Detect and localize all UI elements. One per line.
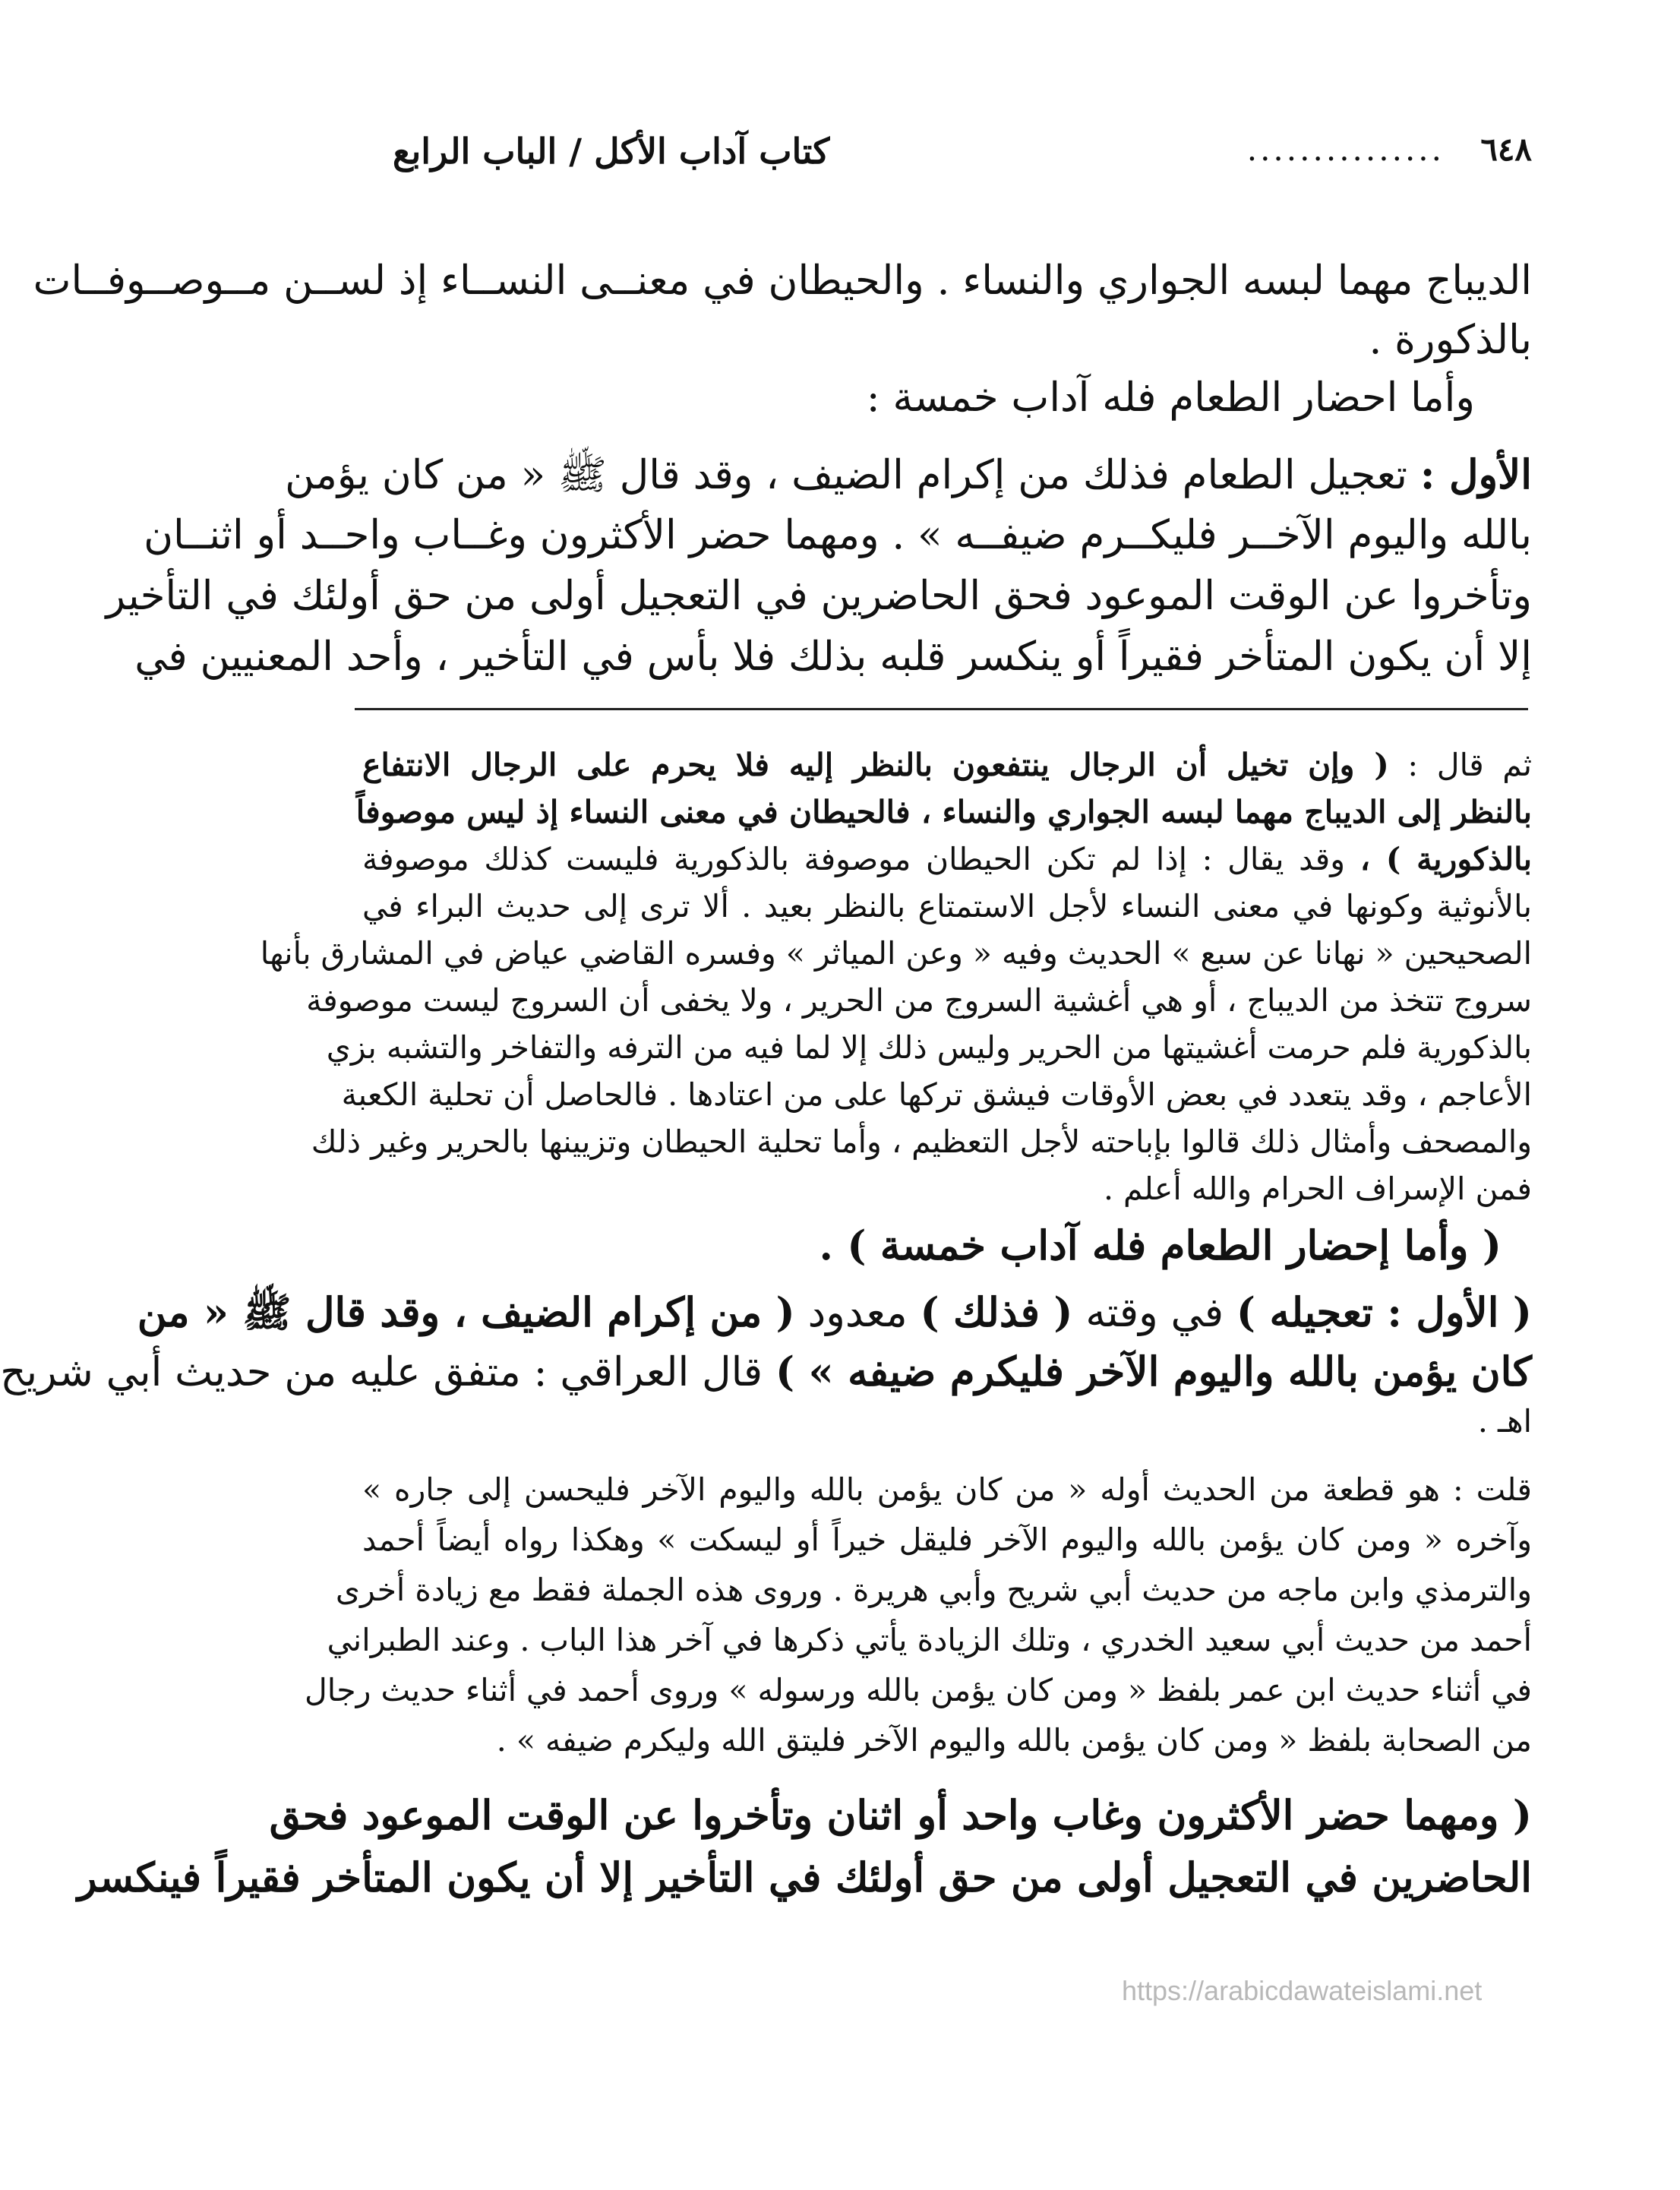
commentary-line: بالذكورية فلم حرمت أغشيتها من الحرير وليس ذلك إلا لما فيه من الترفه والتفاخر والتشبه بزي xyxy=(326,1029,1532,1066)
commentary-line: في أثناء حديث ابن عمر بلفظ « ومن كان يؤمن بالله ورسوله » وروى أحمد في أثناء حديث رجال xyxy=(305,1672,1532,1708)
commentary-segment: معدود xyxy=(807,1290,908,1336)
commentary-quoted-text: ( ومهما حضر الأكثرون وغاب واحد أو اثنان وتأخروا عن الوقت الموعود فحق xyxy=(269,1792,1532,1839)
commentary-quoted-text: ( من إكرام الضيف ، وقد قال ﷺ « من xyxy=(137,1289,795,1336)
commentary-segment: في وقته xyxy=(1085,1290,1224,1336)
commentary-line: قلت : هو قطعة من الحديث أوله « من كان يؤمن بالله واليوم الآخر فليحسن إلى جاره » xyxy=(362,1471,1532,1508)
main-text-line: بالذكورة . xyxy=(1369,317,1532,363)
commentary-line xyxy=(362,741,1532,788)
main-text-line: إلا أن يكون المتأخر فقيراً أو ينكسر قلبه بذلك فلا بأس في التأخير ، وأحد المعنيين في xyxy=(134,634,1532,680)
commentary-quoted-text: كان يؤمن بالله واليوم الآخر فليكرم ضيفه » ) xyxy=(775,1348,1532,1395)
section-heading: ( وأما إحضار الطعام فله آداب خمسة ) . xyxy=(819,1222,1502,1269)
commentary-line: والمصحف وأمثال ذلك قالوا بإباحته لأجل التعظيم ، وأما تحلية الحيطان وتزيينها بالحرير وغير ذلك xyxy=(311,1123,1532,1160)
main-text-line: وأما احضار الطعام فله آداب خمسة : xyxy=(866,374,1475,421)
commentary-segment: ثم قال : xyxy=(1407,747,1532,783)
main-text-line xyxy=(285,444,1532,505)
commentary-line xyxy=(362,836,1532,883)
main-text-line: الديباج مهما لبسه الجواري والنساء . والحيطان في معنــى النســاء إذ لســن مــوصــوفــات xyxy=(33,258,1532,304)
commentary-line: فمن الإسراف الحرام والله أعلم . xyxy=(1103,1171,1532,1207)
running-title: كتاب آداب الأكل / الباب الرابع xyxy=(393,131,830,172)
footnote-separator xyxy=(355,708,1528,710)
commentary-quoted-text: الحاضرين في التعجيل أولى من حق أولئك في التأخير إلا أن يكون المتأخر فقيراً فينكسر xyxy=(77,1854,1532,1901)
commentary-line: الأعاجم ، وقد يتعدد في بعض الأوقات فيشق تركها على من اعتادها . فالحاصل أن تحلية الكعبة xyxy=(341,1076,1532,1113)
commentary-segment: وقد يقال : إذا لم تكن الحيطان موصوفة بالذكورية فليست كذلك موصوفة xyxy=(362,841,1346,877)
main-text-segment: تعجيل الطعام فذلك من إكرام الضيف ، وقد قال ﷺ « من كان يؤمن xyxy=(285,452,1408,498)
commentary-quoted-text: ( الأول : تعجيله ) xyxy=(1236,1289,1532,1336)
watermark-url: https://arabicdawateislami.net xyxy=(1122,1975,1483,2006)
commentary-line: أحمد من حديث أبي سعيد الخدري ، وتلك الزيادة يأتي ذكرها في آخر هذا الباب . وعند الطبراني xyxy=(327,1622,1532,1658)
lead-word: الأول : xyxy=(1419,451,1532,498)
commentary-quoted-text: ( فذلك ) xyxy=(920,1289,1073,1336)
commentary-quoted-text: ( وإن تخيل أن الرجال ينتفعون بالنظر إليه فلا يحرم على الرجال الانتفاع xyxy=(362,747,1389,783)
commentary-line xyxy=(137,1282,1532,1343)
commentary-line: من الصحابة بلفظ « ومن كان يؤمن بالله واليوم الآخر فليتق الله وليكرم ضيفه » . xyxy=(496,1722,1532,1759)
commentary-line: سروج تتخذ من الديباج ، أو هي أغشية السروج من الحرير ، ولا يخفى أن السروج ليست موصوفة xyxy=(306,982,1532,1019)
leader-dots: ............... xyxy=(1246,131,1445,168)
commentary-line: والترمذي وابن ماجه من حديث أبي شريح وأبي هريرة . وروى هذه الجملة فقط مع زيادة أخرى xyxy=(335,1572,1532,1608)
commentary-quoted-text: بالذكورية ) ، xyxy=(1359,841,1532,877)
page-number: ٦٤٨ xyxy=(1480,131,1532,168)
main-text-line: وتأخروا عن الوقت الموعود فحق الحاضرين في التعجيل أولى من حق أولئك في التأخير xyxy=(106,573,1532,619)
commentary-line xyxy=(0,1341,1532,1402)
commentary-quoted-text: بالنظر إلى الديباج مهما لبسه الجواري والنساء ، فالحيطان في معنى النساء إذ ليس موصوفاً xyxy=(355,794,1532,830)
running-head xyxy=(393,131,1532,191)
commentary-line: الصحيحين « نهانا عن سبع » الحديث وفيه « وعن المياثر » وفسره القاضي عياض في المشارق بأنها xyxy=(260,935,1532,972)
main-text-line: بالله واليوم الآخــر فليكــرم ضيفــه » . ومهما حضر الأكثرون وغــاب واحــد أو اثنــان xyxy=(144,512,1532,558)
commentary-line: وآخره « ومن كان يؤمن بالله واليوم الآخر فليقل خيراً أو ليسكت » وهكذا رواه أيضاً أحمد xyxy=(362,1522,1532,1558)
commentary-line: اهـ . xyxy=(1477,1403,1532,1439)
commentary-line: بالأنوثية وكونها في معنى النساء لأجل الاستمتاع بالنظر بعيد . ألا ترى إلى حديث البراء في xyxy=(362,888,1532,924)
commentary-segment: قال العراقي : متفق عليه من حديث أبي شريح xyxy=(0,1349,763,1395)
